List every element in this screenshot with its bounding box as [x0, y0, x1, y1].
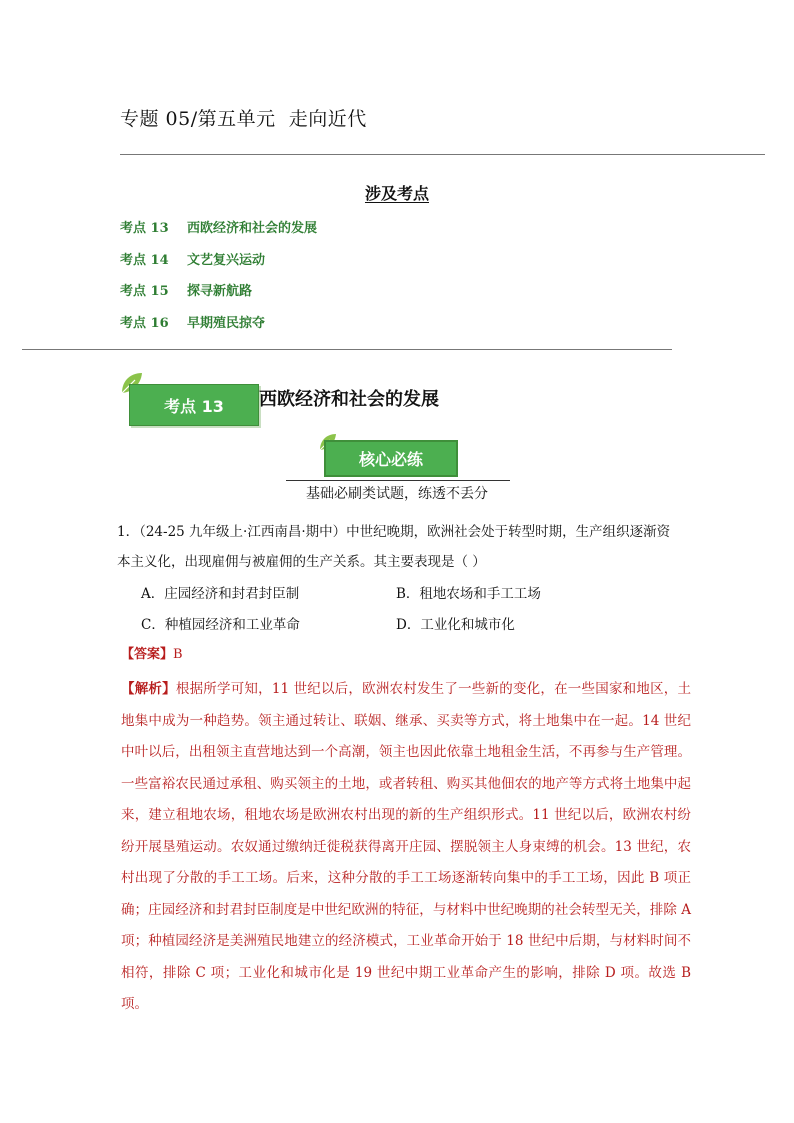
core-subtitle: 基础必刷类试题，练透不丢分 — [306, 486, 488, 502]
answer — [121, 643, 183, 662]
header-divider — [120, 154, 765, 155]
kaodian-list-item — [120, 312, 317, 344]
kaodian-number: 考点 15 — [120, 284, 169, 299]
section-divider — [22, 349, 672, 350]
explanation-text: 根据所学可知，11 世纪以后，欧洲农村发生了一些新的变化，在一些国家和地区，土地集中成为一种趋势。领主通过转让、联姻、继承、买卖等方式，将土地集中在一起。14 世纪中叶以后，出租领主直营地达到一个高潮，领主也因此依靠土地租金生活，不再参与生产管理。一些富裕农民通过承租、购买领主的土地，或者转租、购买其他佃农的地产等方式将土地集中起来，建立租地农场，租地农场是欧洲农村出现的新的生产组织形式。11 世纪以后，欧洲农村纷纷开展垦殖运动。农奴通过缴纳迁徙税获得离开庄园、摆脱领主人身束缚的机会。13 世纪，农村出现了分散的手工工场。后来，这种分散的手工工场逐渐转向集中的手工工场，因此 B 项正确；庄园经济和封君封臣制度是中世纪欧洲的特征，与材料中世纪晚期的社会转型无关，排除 A 项；种植园经济是美洲殖民地建立的经济模式，工业革命开始于 18 世纪中后期，与材料时间不相符，排除 C 项；工业化和城市化是 19 世纪中期工业革命产生的影响，排除 D 项。故选 B 项。 — [121, 681, 692, 1012]
kaodian-name: 文艺复兴运动 — [187, 252, 266, 268]
core-practice-badge — [318, 432, 466, 480]
kaodian-list-item — [120, 280, 317, 312]
kaodian-heading: 西欧经济和社会的发展 — [259, 389, 439, 410]
option-c: C．种植园经济和工业革命 — [141, 617, 300, 633]
question-stem: 1．（24-25 九年级上·江西南昌·期中）中世纪晚期，欧洲社会处于转型时期，生产组织逐渐资本主义化，出现雇佣与被雇佣的生产关系。其主要表现是（ ） — [117, 524, 671, 570]
explanation-label: 【解析】 — [121, 681, 176, 697]
kaodian-list-item — [120, 217, 317, 249]
explanation — [121, 674, 691, 1021]
kaodian-number: 考点 13 — [120, 221, 169, 236]
kaodian-list — [120, 217, 317, 343]
kaodian-name: 探寻新航路 — [187, 284, 253, 299]
option-b: B．租地农场和手工工场 — [396, 586, 541, 602]
kaodian-name: 西欧经济和社会的发展 — [187, 221, 318, 236]
document-title: 专题 05/第五单元 走向近代 — [120, 108, 367, 130]
kaodian-number: 考点 16 — [120, 315, 169, 331]
section-heading: 涉及考点 — [364, 184, 429, 203]
kaodian-number: 考点 14 — [120, 252, 169, 268]
kaodian-list-item — [120, 249, 317, 281]
option-d: D．工业化和城市化 — [396, 617, 515, 633]
option-a: A．庄园经济和封君封臣制 — [141, 586, 300, 602]
core-underline — [286, 480, 510, 481]
kaodian-badge — [119, 370, 259, 426]
kaodian-badge-label: 考点 13 — [129, 384, 259, 426]
answer-label: 【答案】 — [121, 647, 174, 662]
kaodian-name: 早期殖民掠夺 — [187, 315, 266, 331]
answer-value: B — [173, 647, 183, 662]
core-practice-label: 核心必练 — [324, 440, 458, 477]
